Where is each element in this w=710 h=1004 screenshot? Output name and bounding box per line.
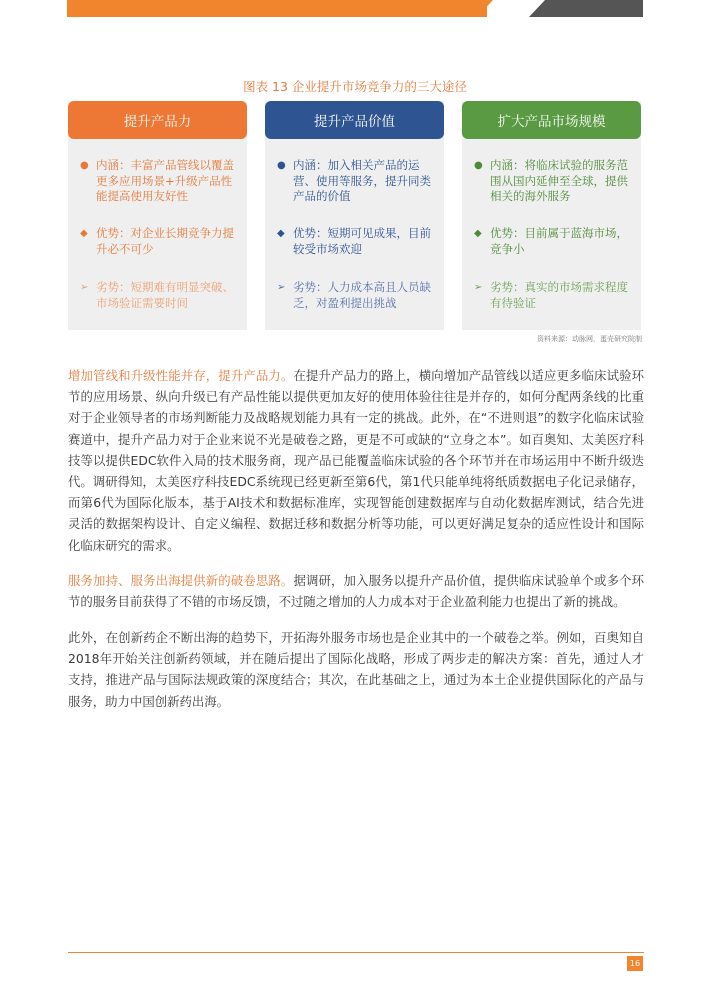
column-header: 扩大产品市场规模 [462, 101, 641, 139]
paragraph-highlight: 服务加持、服务出海提供新的破卷思路。 [68, 573, 294, 588]
bullet-dot-icon: ● [80, 160, 89, 171]
page-number: 16 [627, 956, 643, 971]
header-dark-slant [529, 0, 545, 17]
column-market-scale [462, 101, 641, 330]
paragraph-body: 此外，在创新药企不断出海的趋势下，开拓海外服务市场也是企业其中的一个破卷之举。例如，百奥知自2018年开始关注创新药领域，并在随后提出了国际化战略，形成了两步走的解决方案：首先，通过人才支持，推进产品与国际法规政策的深度结合；其次，在此基础之上，通过为本土企业提供国际化的产品与服务，助力中国创新药出海。 [68, 630, 644, 709]
bullet-arrow-icon: ➢ [80, 282, 89, 293]
figure-title: 图表 13 企业提升市场竞争力的三大途径 [243, 79, 467, 94]
item-connotation [474, 158, 636, 205]
item-text: 劣势：人力成本高且人员缺乏，对盈利提出挑战 [293, 280, 431, 310]
item-connotation [277, 158, 439, 205]
item-text: 劣势：真实的市场需求程度有待验证 [490, 280, 628, 310]
footer-divider [68, 952, 644, 953]
item-disadvantage [474, 280, 636, 311]
column-header: 提升产品力 [68, 101, 247, 139]
item-advantage [474, 226, 636, 257]
column-product-strength [68, 101, 247, 330]
item-text: 内涵：加入相关产品的运营、使用等服务，提升同类产品的价值 [293, 158, 431, 203]
figure-source: 资料来源：动脉网，蛋壳研究院制 [537, 335, 642, 343]
paragraph-body: 在提升产品力的路上，横向增加产品管线以适应更多临床试验环节的应用场景、纵向升级已有产品性能以提供更加友好的使用体验往往是并存的，如何分配两条线的比重对于企业领导者的市场判断能力及战略规划能力具有一定的挑战。此外，在“不进则退”的数字化临床试验赛道中，提升产品力对于企业来说不光是破卷之路，更是不可或缺的“立身之本”。如百奥知、太美医疗科技等以提供EDC软件入局的技术服务商，现产品已能覆盖临床试验的各个环节并在市场运用中不断升级迭代。调研得知，太美医疗科技EDC系统现已经更新至第6代，第1代只能单纯将纸质数据电子化记录储存，而第6代为国际化版本，基于AI技术和数据标准库，实现智能创建数据库与自动化数据库测试，结合先进灵活的数据架构设计、自定义编程、数据迁移和数据分析等功能，可以更好满足复杂的适应性设计和国际化临床研究的需求。 [68, 368, 645, 553]
header-orange-slant [477, 0, 493, 17]
bullet-arrow-icon: ➢ [474, 282, 483, 293]
column-header: 提升产品价值 [265, 101, 444, 139]
bullet-diamond-icon: ◆ [474, 228, 482, 239]
bullet-dot-icon: ● [474, 160, 483, 171]
header-decoration-bar [67, 0, 643, 17]
header-dark-stripe [545, 0, 643, 17]
item-disadvantage [277, 280, 439, 311]
item-text: 内涵：丰富产品管线以覆盖更多应用场景+升级产品性能提高使用友好性 [96, 158, 234, 203]
item-text: 优势：对企业长期竞争力提升必不可少 [96, 226, 234, 256]
item-advantage [80, 226, 242, 257]
paragraph-body: 据调研，加入服务以提升产品价值，提供临床试验单个或多个环节的服务目前获得了不错的市场反馈，不过随之增加的人力成本对于企业盈利能力也提出了新的挑战。 [68, 573, 645, 610]
item-text: 优势：目前属于蓝海市场，竞争小 [490, 226, 628, 256]
paragraph-highlight: 增加管线和升级性能并存，提升产品力。 [68, 368, 294, 383]
item-disadvantage [80, 280, 242, 311]
body-paragraph [68, 365, 644, 556]
bullet-diamond-icon: ◆ [277, 228, 285, 239]
item-text: 内涵：将临床试验的服务范围从国内延伸至全球，提供相关的海外服务 [490, 158, 628, 203]
column-product-value [265, 101, 444, 330]
header-orange-stripe [67, 0, 487, 17]
bullet-diamond-icon: ◆ [80, 228, 88, 239]
item-advantage [277, 226, 439, 257]
body-paragraph [68, 570, 644, 612]
body-paragraph [68, 627, 644, 712]
item-connotation [80, 158, 242, 205]
item-text: 劣势：短期难有明显突破、市场验证需要时间 [96, 280, 234, 310]
bullet-dot-icon: ● [277, 160, 286, 171]
bullet-arrow-icon: ➢ [277, 282, 286, 293]
item-text: 优势：短期可见成果，目前较受市场欢迎 [293, 226, 431, 256]
